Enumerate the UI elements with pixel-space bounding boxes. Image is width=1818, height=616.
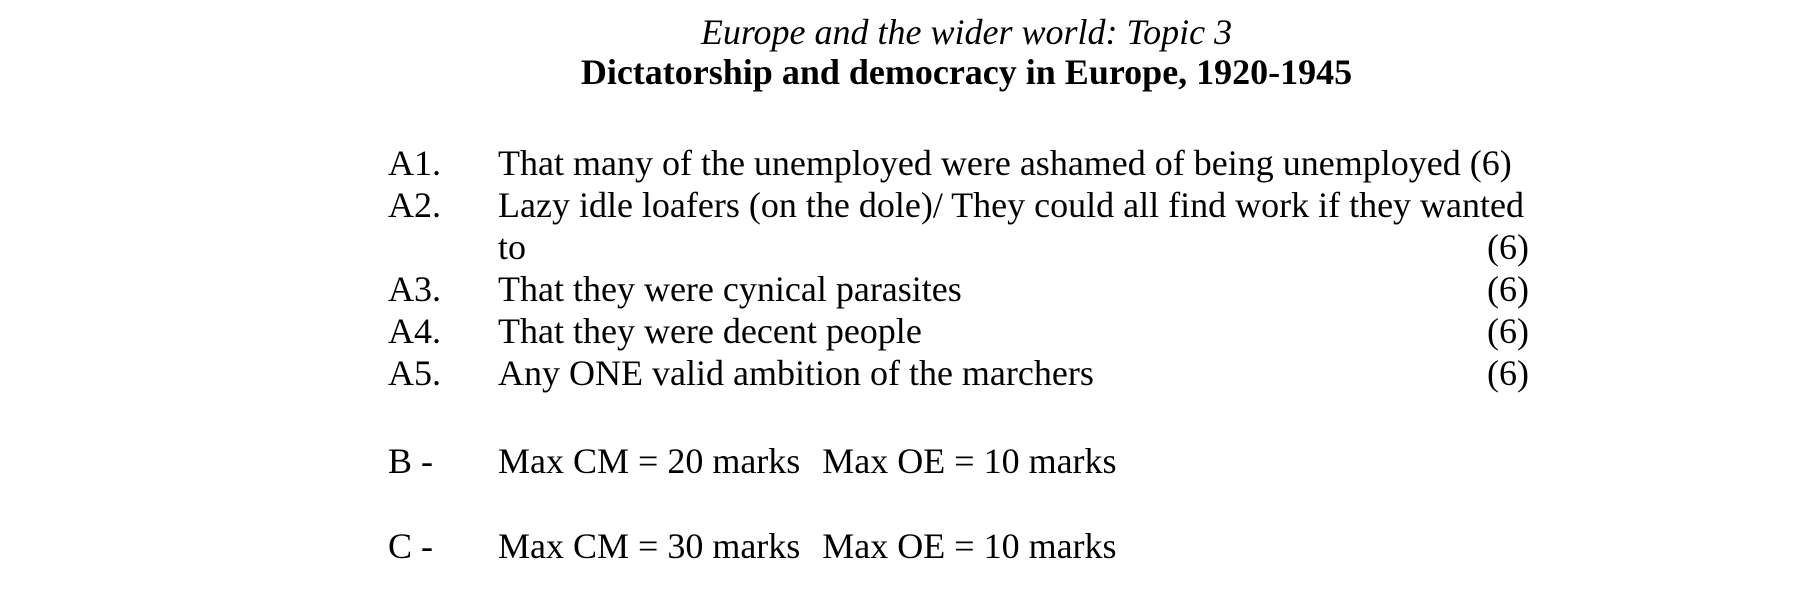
document-page: [388, 0, 1545, 567]
item-text: That they were decent people: [498, 311, 922, 351]
item-mark: (6): [1487, 353, 1529, 393]
item-label: A4.: [388, 311, 441, 351]
item-label: A1.: [388, 143, 441, 183]
answer-item-a5: [388, 352, 1545, 394]
item-mark: (6): [1487, 227, 1529, 267]
item-label: A5.: [388, 353, 441, 393]
answer-item-a2: [388, 184, 1545, 268]
item-mark: (6): [1487, 311, 1529, 351]
section-b-marks: [388, 440, 1545, 482]
answer-item-a1: [388, 142, 1545, 184]
oe-marks: Max OE = 10 marks: [822, 526, 1117, 566]
item-label: A3.: [388, 269, 441, 309]
item-label: A2.: [388, 185, 441, 225]
item-text-continued: to: [498, 227, 527, 267]
item-text: That many of the unemployed were ashamed of being unemployed (6): [498, 143, 1512, 183]
answer-list: [388, 142, 1545, 394]
item-text: Any ONE valid ambition of the marchers: [498, 353, 1094, 393]
section-label: C -: [388, 526, 433, 566]
item-text: Lazy idle loafers (on the dole)/ They could all find work if they wanted: [498, 185, 1524, 225]
cm-marks: Max CM = 30 marks: [498, 526, 801, 566]
item-mark: (6): [1487, 269, 1529, 309]
section-label: B -: [388, 441, 433, 481]
exam-subtitle: Europe and the wider world: Topic 3: [700, 12, 1233, 52]
oe-marks: Max OE = 10 marks: [822, 441, 1117, 481]
exam-title: Dictatorship and democracy in Europe, 1920-1945: [580, 52, 1353, 92]
section-c-marks: [388, 525, 1545, 567]
answer-item-a4: [388, 310, 1545, 352]
cm-marks: Max CM = 20 marks: [498, 441, 801, 481]
item-text: That they were cynical parasites: [498, 269, 962, 309]
answer-item-a3: [388, 268, 1545, 310]
